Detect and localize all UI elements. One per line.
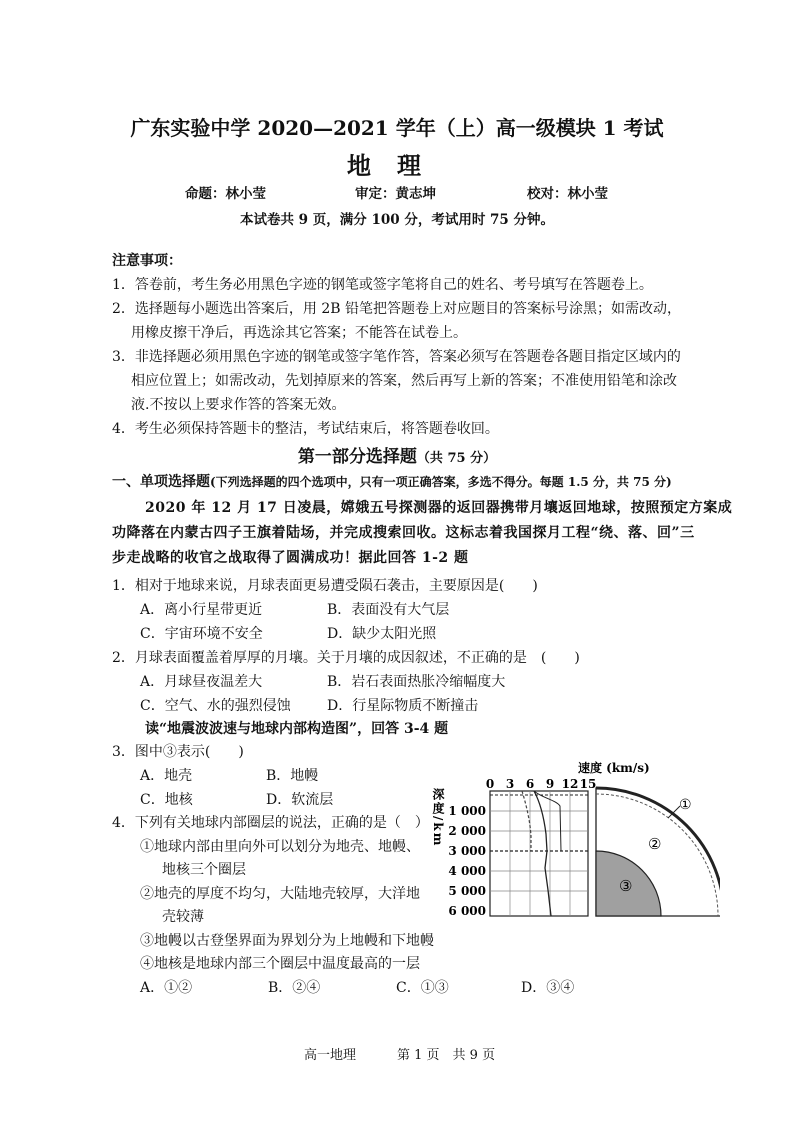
q4-option-b: B．②④ <box>268 980 321 996</box>
q4-statement-1: ①地球内部由里向外可以划分为地壳、地幔、 <box>140 839 420 855</box>
q3-option-a: A．地壳 <box>140 768 193 784</box>
x-tick-label: 12 <box>561 777 579 791</box>
proofreader-credit: 校对：林小莹 <box>527 186 608 202</box>
exam-info: 本试卷共 9 页，满分 100 分，考试用时 75 分钟。 <box>239 212 555 228</box>
seismic-wave-figure <box>430 758 720 930</box>
notice-heading: 注意事项： <box>112 253 182 269</box>
notice-line: 用橡皮擦干净后，再选涂其它答案；不能答在试卷上。 <box>131 325 467 341</box>
passage-line: 功降落在内蒙古四子王旗着陆场，并完成搜索回收。这标志着我国探月工程“绕、落、回”三 <box>112 525 695 541</box>
passage-line: 2020 年 12 月 17 日凌晨，嫦娥五号探测器的返回器携带月壤返回地球，按照预定方案成 <box>145 500 733 516</box>
part-heading <box>112 471 672 491</box>
q4-statement-1-cont: 地核三个圈层 <box>162 862 246 878</box>
question-2-stem: 2．月球表面覆盖着厚厚的月壤。关于月壤的成因叙述，不正确的是 ( ) <box>112 650 580 666</box>
speed-axis-label: 速度 (km/s) <box>578 761 650 775</box>
y-tick-label: 2 000 <box>448 824 486 838</box>
x-tick-label: 9 <box>545 777 555 791</box>
q3-option-c: C．地核 <box>140 792 193 808</box>
y-tick-labels <box>448 804 486 918</box>
reviewer-credit: 审定：黄志坤 <box>355 186 436 202</box>
section-title <box>0 442 794 467</box>
notice-line: 3．非选择题必须用黑色字迹的钢笔或签字笔作答，答案必须写在答题卷各题目指定区域内的 <box>112 349 681 365</box>
section-title-text: 第一部分选择题 <box>297 447 417 467</box>
q2-option-d: D．行星际物质不断撞击 <box>327 698 479 714</box>
y-tick-label: 4 000 <box>448 864 486 878</box>
q2-option-b: B．岩石表面热胀冷缩幅度大 <box>327 674 506 690</box>
x-tick-label: 6 <box>525 777 535 791</box>
q4-statement-2-cont: 壳较薄 <box>162 909 204 925</box>
y-tick-label: 6 000 <box>448 904 486 918</box>
q4-option-d: D．③④ <box>521 980 575 996</box>
marker-2: ② <box>648 835 662 853</box>
grid-lines <box>490 791 588 916</box>
y-tick-label: 5 000 <box>448 884 486 898</box>
notice-line: 液.不按以上要求作答的答案无效。 <box>131 397 346 413</box>
x-tick-labels <box>486 777 597 791</box>
subject-title: 地理 <box>347 151 447 180</box>
q4-statement-2: ②地壳的厚度不均匀，大陆地壳较厚，大洋地 <box>140 886 420 902</box>
section-points: （共 75 分） <box>416 451 497 466</box>
exam-title: 广东实验中学 2020—2021 学年（上）高一级模块 1 考试 <box>130 116 664 140</box>
notice-line: 2．选择题每小题选出答案后，用 2B 铅笔把答题卷上对应题目的答案标号涂黑；如需改动， <box>112 301 682 317</box>
q4-statement-4: ④地核是地球内部三个圈层中温度最高的一层 <box>140 956 420 972</box>
q1-option-d: D．缺少太阳光照 <box>327 626 437 642</box>
y-tick-label: 1 000 <box>448 804 486 818</box>
x-tick-label: 0 <box>485 777 495 791</box>
question-3-stem: 3．图中③表示( ) <box>112 744 244 760</box>
q3-option-d: D．软流层 <box>266 792 334 808</box>
q4-option-a: A．①② <box>140 980 193 996</box>
footer-page-number: 第 1 页 共 9 页 <box>397 1048 496 1063</box>
q4-option-c: C．①③ <box>396 980 449 996</box>
marker-3: ③ <box>619 877 633 895</box>
depth-axis-label: 深度/km <box>431 788 445 848</box>
q3-option-b: B．地幔 <box>266 768 319 784</box>
notice-line: 相应位置上；如需改动，先划掉原来的答案，然后再写上新的答案；不准使用铅笔和涂改 <box>131 373 677 389</box>
chart-frame <box>490 791 588 916</box>
q2-option-c: C．空气、水的强烈侵蚀 <box>140 698 291 714</box>
setter-credit: 命题：林小莹 <box>185 186 266 202</box>
q1-option-b: B．表面没有大气层 <box>327 602 450 618</box>
q2-option-a: A．月球昼夜温差大 <box>140 674 263 690</box>
q1-option-c: C．宇宙环境不安全 <box>140 626 263 642</box>
marker-1: ① <box>679 797 692 813</box>
y-tick-label: 3 000 <box>448 844 486 858</box>
p-wave-curve <box>534 791 551 916</box>
question-4-stem: 4．下列有关地球内部圈层的说法，正确的是（ ） <box>112 815 429 831</box>
x-tick-label: 15 <box>579 777 597 791</box>
question-1-stem: 1．相对于地球来说，月球表面更易遭受陨石袭击，主要原因是( ) <box>112 578 538 594</box>
q1-option-a: A．离小行星带更近 <box>140 602 263 618</box>
x-tick-label: 3 <box>505 777 515 791</box>
passage-line: 步走战略的收官之战取得了圆满成功！据此回答 1-2 题 <box>112 550 469 566</box>
notice-line: 4．考生必须保持答题卡的整洁，考试结束后，将答题卷收回。 <box>112 421 499 437</box>
part-label: 一、单项选择题 <box>112 474 210 490</box>
part-description: (下列选择题的四个选项中，只有一项正确答案，多选不得分。每题 1.5 分，共 75 分) <box>210 475 672 489</box>
notice-line: 1．答卷前，考生务必用黑色字迹的钢笔或签字笔将自己的姓名、考号填写在答题卷上。 <box>112 277 653 293</box>
q4-statement-3: ③地幔以古登堡界面为界划分为上地幔和下地幔 <box>140 933 434 949</box>
footer-subject: 高一地理 <box>304 1048 357 1063</box>
figure-reading-instruction: 读“地震波波速与地球内部构造图”，回答 3-4 题 <box>145 721 449 737</box>
